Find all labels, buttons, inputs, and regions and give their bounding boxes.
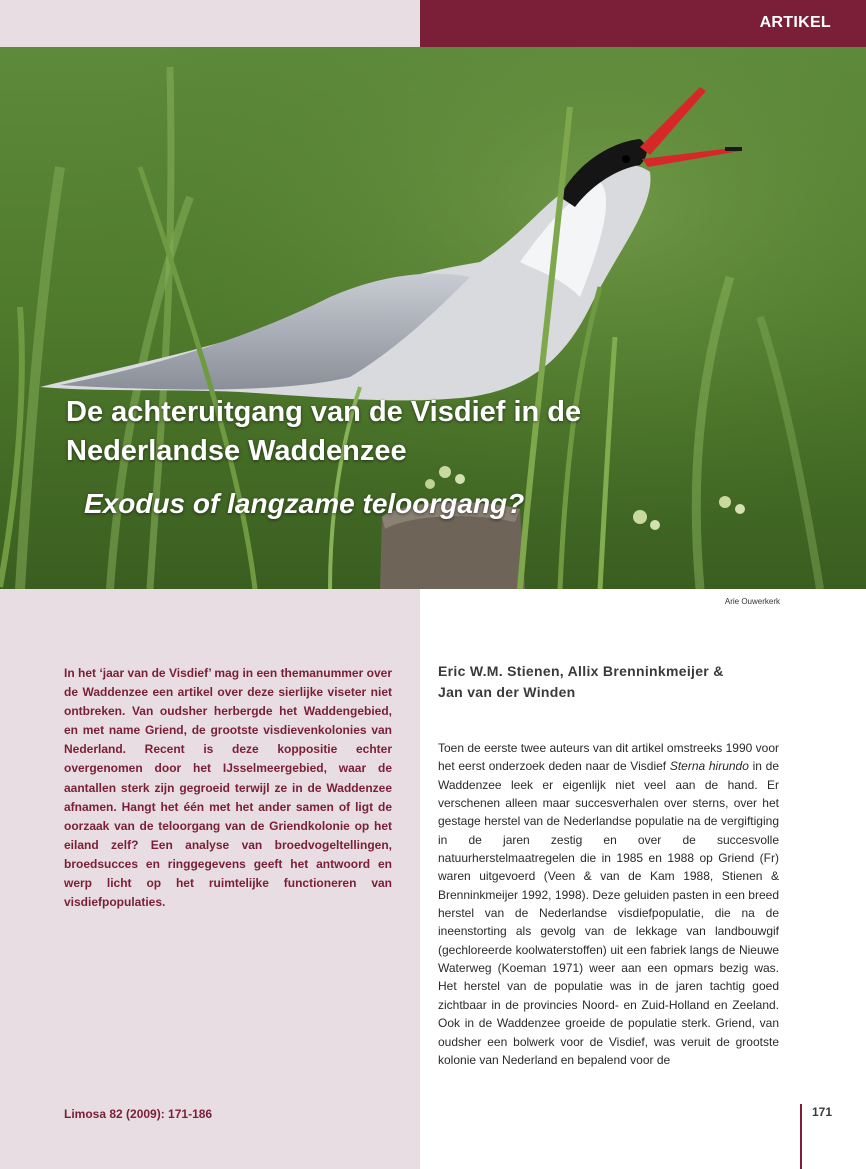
- body-part-1: Toen de eerste twee auteurs van dit artikel omstreeks 1990 voor het eerst onderzoek deden naar de Visdief: [438, 741, 779, 774]
- article-subtitle: Exodus of langzame teloorgang?: [84, 488, 525, 519]
- species-name: Sterna hirundo: [669, 759, 749, 774]
- header-band-left: [0, 0, 420, 47]
- authors-line-1: Eric W.M. Stienen, Allix Brenninkmeijer &: [438, 663, 724, 679]
- footer-divider: [800, 1104, 802, 1169]
- header-band-right: [420, 0, 866, 47]
- article-title: [66, 393, 766, 471]
- photo-credit: Arie Ouwerkerk: [724, 597, 780, 606]
- page-number: 171: [812, 1105, 833, 1119]
- authors-line-2: Jan van der Winden: [438, 684, 576, 700]
- abstract-text: In het ‘jaar van de Visdief’ mag in een themanummer over de Waddenzee een artikel over deze sierlijke viseter niet ontbreken. Van oudsher herbergde het Waddengebied, en met name Griend, de grootste visdievenkolonies van Nederland. Recent is deze koppositie echter overgenomen door het IJsselmeergebied, waar de aantallen sterk zijn gegroeid terwijl ze in de Waddenzee afnamen. Hangt het één met het ander samen of ligt de oorzaak van de teloorgang van de Griendkolonie op het eiland zelf? Een analyse van broedvogeltellingen, broedsucces en ringgegevens geeft het antwoord en werp licht op het ruimtelijke functioneren van visdiefpopulaties.: [64, 666, 392, 910]
- title-line-1: De achteruitgang van de Visdief in de: [66, 396, 582, 428]
- journal-citation: Limosa 82 (2009): 171-186: [64, 1107, 213, 1121]
- authors: [438, 661, 798, 703]
- title-line-2: Nederlandse Waddenzee: [66, 435, 407, 467]
- body-text: [438, 739, 779, 1069]
- section-label: ARTIKEL: [759, 14, 831, 31]
- body-part-2: in de Waddenzee leek er eigenlijk niet veel aan de hand. Er verschenen alleen maar succesverhalen over sterns, over het gestage herstel van de Nederlandse populatie na de vergiftiging in de jaren zestig en over de succesvolle natuurherstelmaatregelen die in 1985 en 1988 op Griend (Fr) waren uitgevoerd (Veen & van de Kam 1988, Stienen & Brenninkmeijer 1992, 1998). Deze geluiden pasten in een breed herstel van de Nederlandse visdiefpopulatie, die na de ineenstorting als gevolg van de lekkage van landbouwgif (gechloreerde koolwaterstoffen) uit een fabriek langs de Nieuwe Waterweg (Koeman 1971) weer aan een opmars bezig was. Het herstel van de populatie was in de jaren tachtig goed zichtbaar in de provincies Noord- en Zuid-Holland en Zeeland. Ook in de Waddenzee groeide de populatie sterk. Griend, van oudsher een bolwerk voor de Visdief, was veruit de grootste kolonie van Nederland en bepalend voor de: [438, 759, 779, 1067]
